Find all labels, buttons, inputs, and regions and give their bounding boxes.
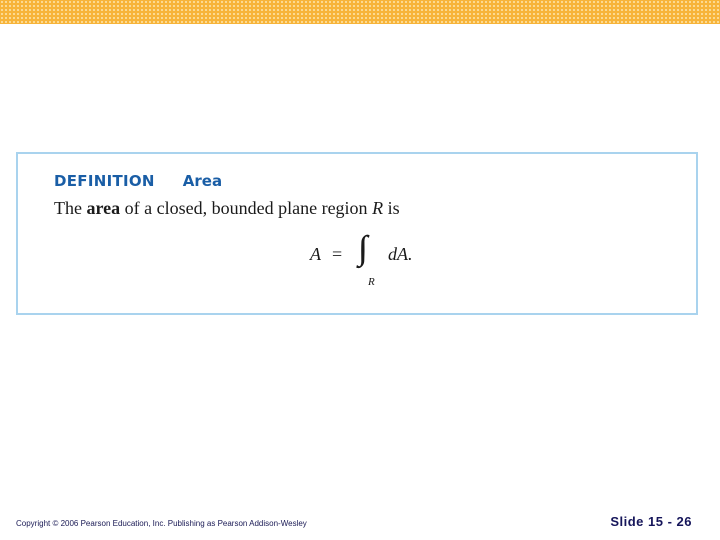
definition-header: [54, 172, 222, 190]
slide-number: Slide 15 - 26: [610, 514, 692, 529]
sentence-region-symbol: R: [372, 198, 384, 218]
definition-sentence: [54, 198, 400, 219]
formula-lhs: A: [310, 244, 321, 264]
integral-region-subscript: R: [368, 276, 375, 288]
formula-equals: =: [332, 244, 343, 264]
sentence-part-2: of a closed, bounded plane region: [120, 198, 373, 218]
definition-term: Area: [182, 172, 223, 190]
sentence-part-1: The: [54, 198, 87, 218]
top-decorative-band: [0, 0, 720, 24]
sentence-part-3: is: [383, 198, 400, 218]
definition-keyword: DEFINITION: [54, 172, 155, 190]
definition-box: [16, 152, 698, 315]
sentence-bold-term: area: [86, 198, 121, 218]
formula-integrand: dA.: [388, 244, 413, 264]
double-integral-symbol: ∫∫: [358, 230, 359, 267]
footer-copyright: Copyright © 2006 Pearson Education, Inc. Publishing as Pearson Addison-Wesley: [16, 519, 307, 528]
area-formula: [308, 230, 448, 296]
